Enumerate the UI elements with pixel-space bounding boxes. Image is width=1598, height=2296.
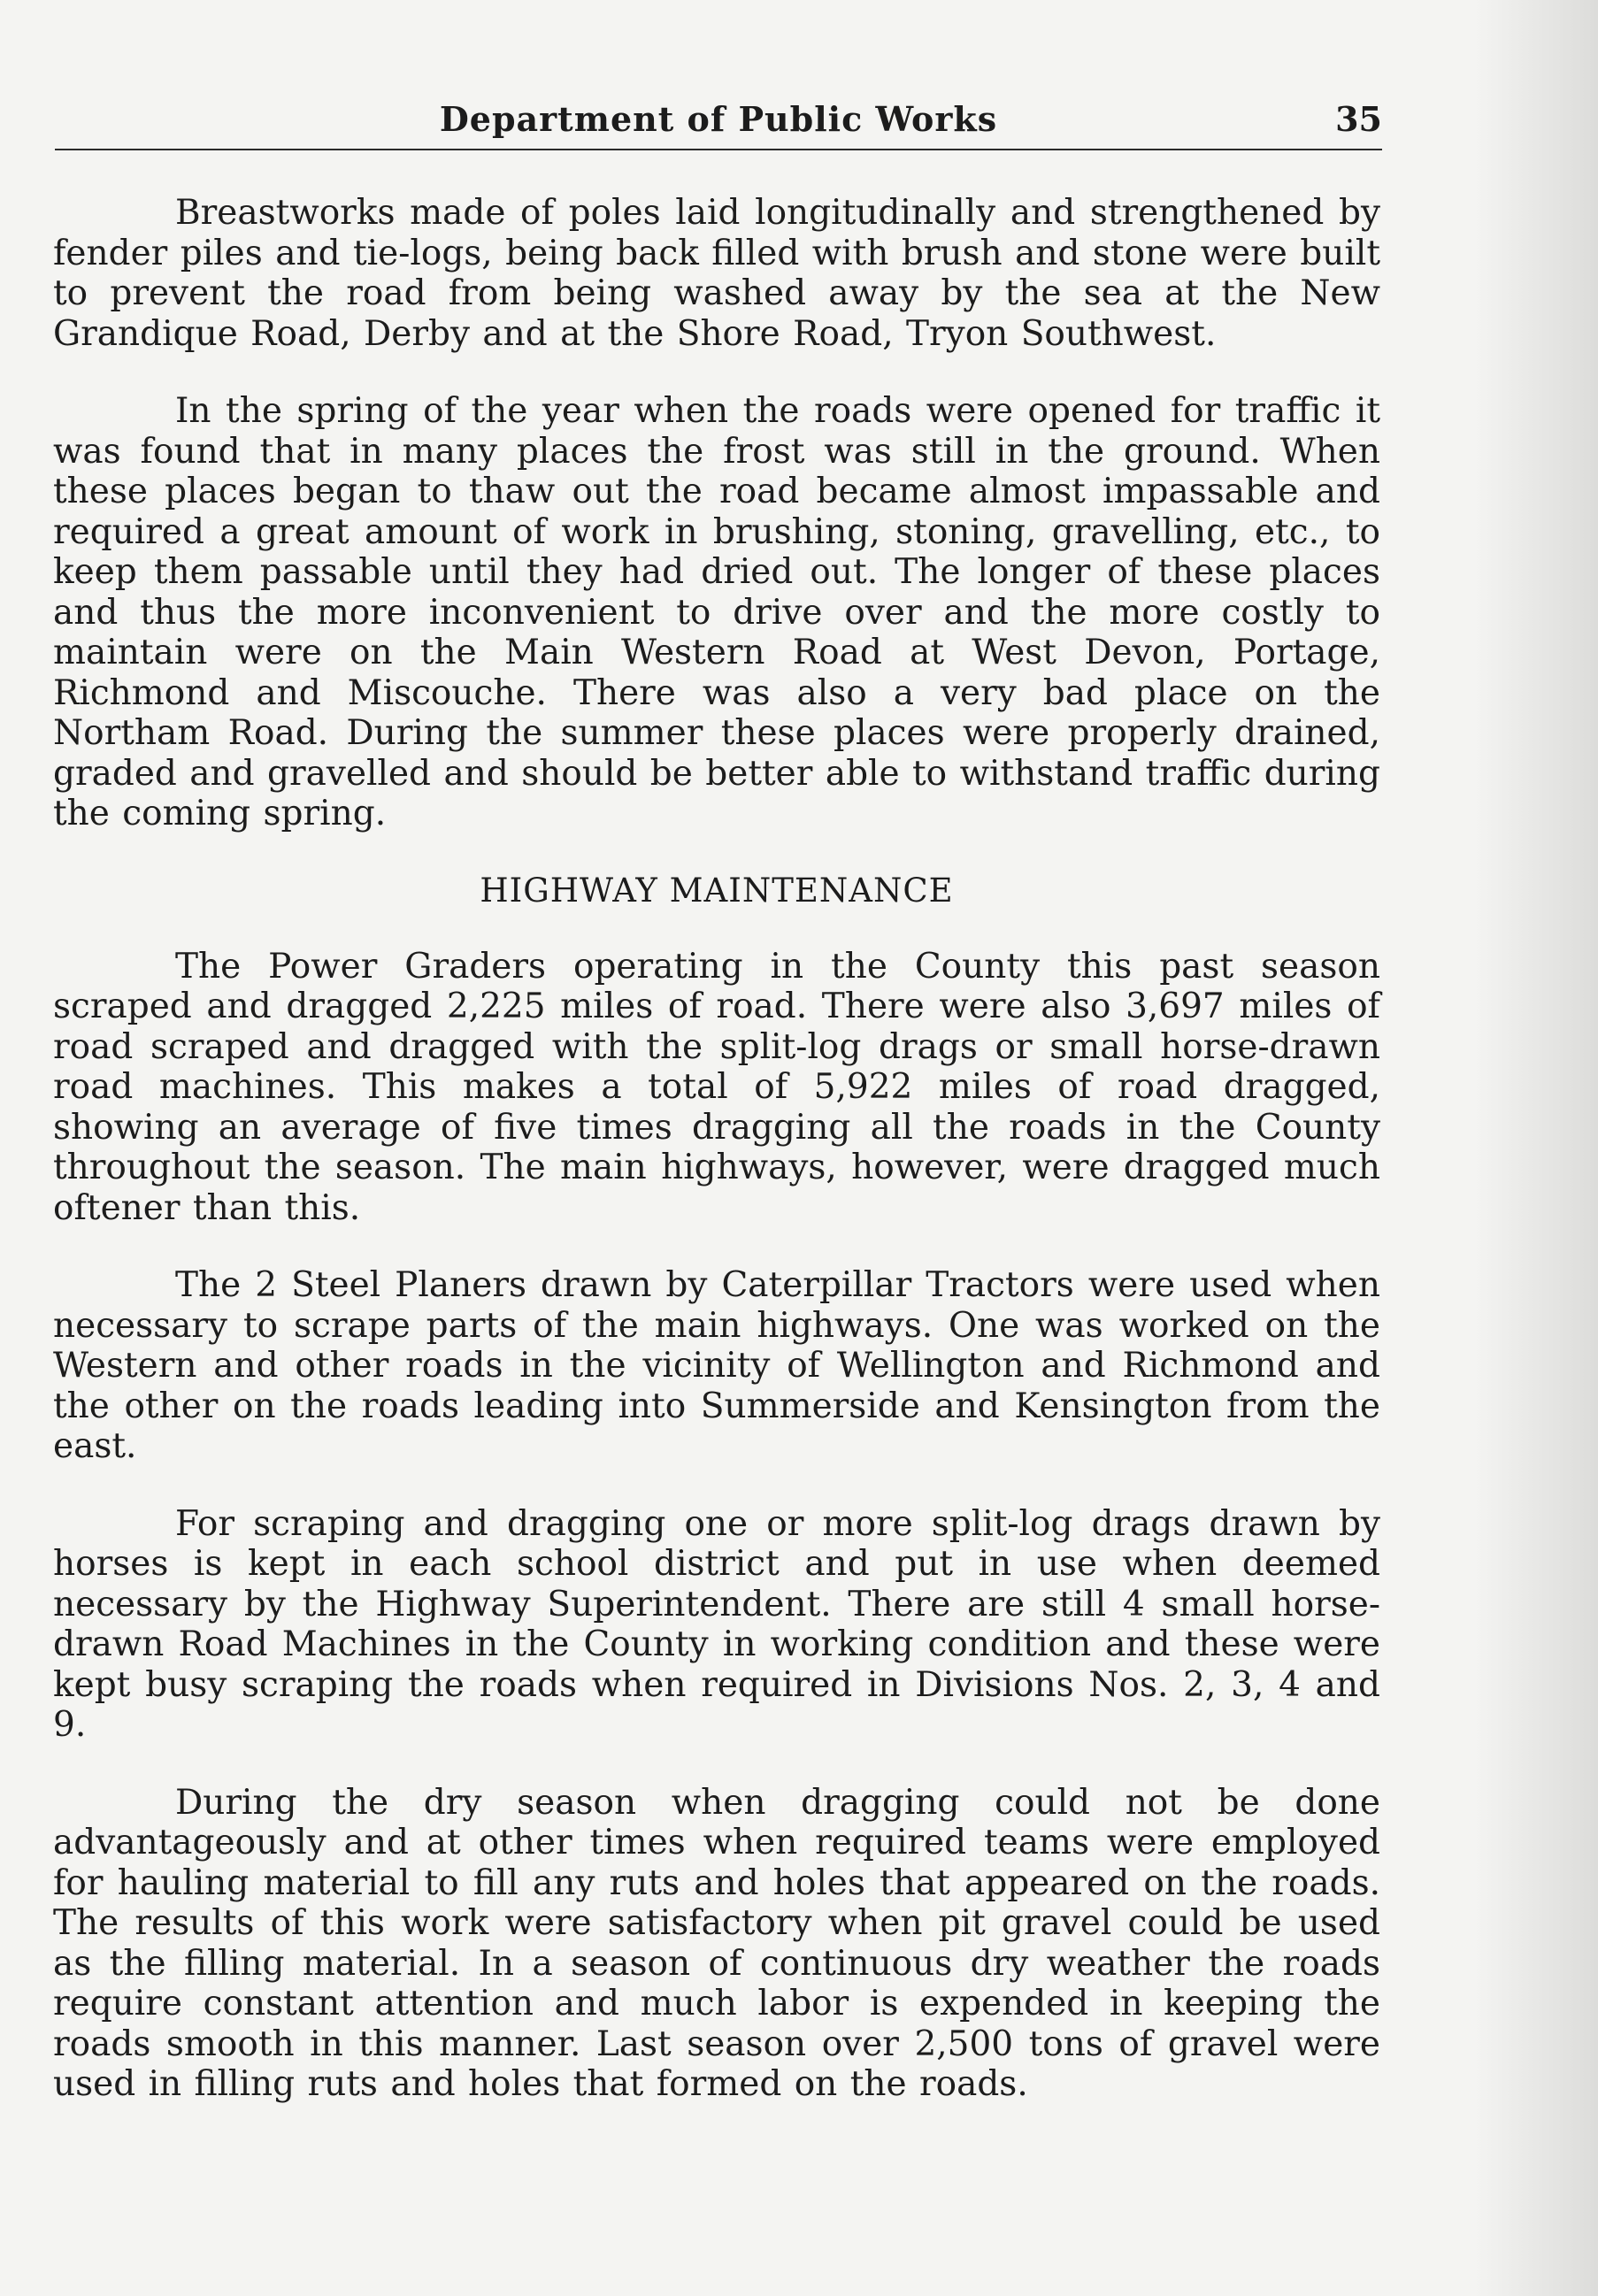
paragraph-power-graders: The Power Graders operating in the County this past season scraped and dragged 2,225 miles of road. There were also 3,697 miles of road scraped and dragged with the split-log drags or small horse-drawn road machines. This makes a total of 5,922 miles of road dragged, showing an average of five times dragging all the roads in the County throughout the season. The main highways, however, were dragged much oftener than this. [53,946,1380,1228]
body-text [53,193,1380,2105]
page-edge-shading [1474,0,1598,2296]
section-heading: HIGHWAY MAINTENANCE [480,871,954,910]
page-number: 35 [1335,99,1382,139]
paragraph-dry-season: During the dry season when dragging could not be done advantageously and at other times when required teams were employed for hauling material to fill any ruts and holes that appeared on the roads. The results of this work were satisfactory when pit gravel could be used as the filling material. In a season of continuous dry weather the roads require constant attention and much labor is expended in keeping the roads smooth in this manner. Last season over 2,500 tons of gravel were used in filling ruts and holes that formed on the roads. [53,1782,1380,2104]
paragraph-steel-planers: The 2 Steel Planers drawn by Caterpillar Tractors were used when necessary to scrape parts of the main highways. One was worked on the Western and other roads in the vicinity of Wellington and Richmond and the other on the roads leading into Summerside and Kensington from the east. [53,1265,1380,1466]
paragraph-split-log-drags: For scraping and dragging one or more split-log drags drawn by horses is kept in each school district and put in use when deemed necessary by the Highway Superintendent. There are still 4 small horse-drawn Road Machines in the County in working condition and these were kept busy scraping the roads when required in Divisions Nos. 2, 3, 4 and 9. [53,1503,1380,1745]
paragraph-breastworks: Breastworks made of poles laid longitudinally and strengthened by fender piles and tie-logs, being back filled with brush and stone were built to prevent the road from being washed away by the sea at the New Grandique Road, Derby and at the Shore Road, Tryon Southwest. [53,193,1380,354]
paragraph-spring-roads: In the spring of the year when the roads were opened for traffic it was found that in many places the frost was still in the ground. When these places began to thaw out the road became almost impassable and required a great amount of work in brushing, stoning, gravelling, etc., to keep them passable until they had dried out. The longer of these places and thus the more inconvenient to drive over and the more costly to maintain were on the Main Western Road at West Devon, Portage, Richmond and Miscouche. There was also a very bad place on the Northam Road. During the summer these places were properly drained, graded and gravelled and should be better able to withstand traffic during the coming spring. [53,391,1380,833]
running-header [55,96,1382,150]
running-title: Department of Public Works [439,99,998,139]
